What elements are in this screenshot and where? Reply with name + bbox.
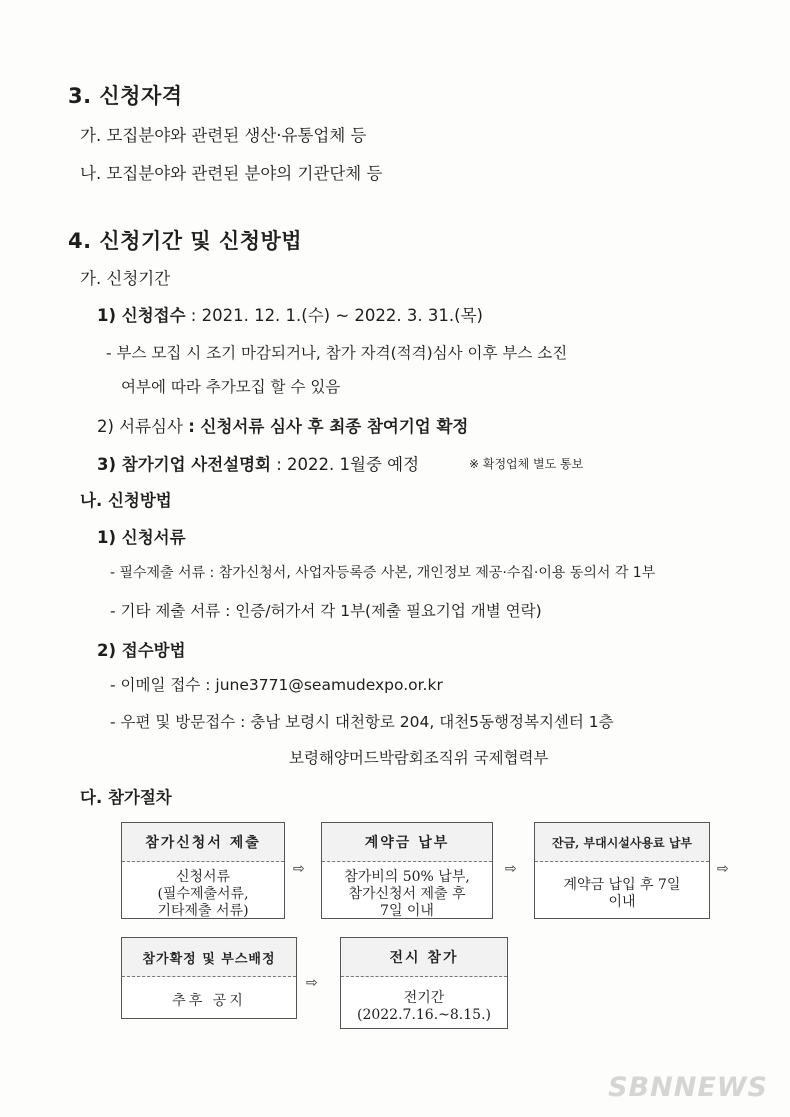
briefing-label: 3) 참가기업 사전설명회 <box>97 455 271 474</box>
application-period-value: : 2021. 12. 1.(수) ~ 2022. 3. 31.(목) <box>190 306 483 325</box>
documents-heading: 1) 신청서류 <box>97 528 186 547</box>
step-4-body: 추후 공지 <box>172 993 246 1009</box>
step-4-title: 참가확정 및 부스배정 <box>122 938 296 977</box>
email-label: - 이메일 접수 : <box>110 676 211 694</box>
watermark-logo: SBNNEWS <box>608 1072 768 1103</box>
step-1-body: 신청서류 (필수제출서류, 기타제출 서류) <box>157 868 249 919</box>
email-address[interactable]: june3771@seamudexpo.or.kr <box>215 676 443 694</box>
step-2-title: 계약금 납부 <box>322 823 492 862</box>
briefing-session <box>97 451 419 475</box>
section4-title: 4. 신청기간 및 신청방법 <box>68 229 303 253</box>
briefing-value: : 2022. 1월중 예정 <box>276 455 420 474</box>
step-3-body: 계약금 납입 후 7일 이내 <box>563 877 681 910</box>
post-submission-line2: 보령해양머드박람회조직위 국제협력부 <box>289 749 549 767</box>
section3-item-2: 나. 모집분야와 관련된 분야의 기관단체 등 <box>80 164 383 183</box>
submission-heading: 2) 접수방법 <box>97 641 186 660</box>
arrow-right-icon: ⇨ <box>293 861 305 877</box>
step-1-title: 참가신청서 제출 <box>122 823 284 862</box>
step-exhibition-box <box>340 937 508 1029</box>
email-submission <box>110 673 443 695</box>
arrow-right-icon: ⇨ <box>717 861 729 877</box>
step-balance-box <box>534 822 710 919</box>
procedure-heading: 다. 참가절차 <box>80 788 172 807</box>
other-documents: - 기타 제출 서류 : 인증/허가서 각 1부(제출 필요기업 개별 연락) <box>110 602 542 620</box>
arrow-right-icon: ⇨ <box>306 975 318 991</box>
step-2-body: 참가비의 50% 납부, 참가신청서 제출 후 7일 이내 <box>344 868 470 919</box>
step-deposit-box <box>321 822 493 919</box>
step-5-title: 전시 참가 <box>341 938 507 977</box>
document-review-label: 2) 서류심사 <box>97 417 183 436</box>
step-3-title: 잔금, 부대시설사용료 납부 <box>535 823 709 862</box>
required-documents: - 필수제출 서류 : 참가신청서, 사업자등록증 사본, 개인정보 제공·수집·이용 동의서 각 1부 <box>110 565 656 581</box>
post-submission-line1: - 우편 및 방문접수 : 충남 보령시 대천항로 204, 대천5동행정복지센터 1층 <box>110 713 614 731</box>
document-review <box>97 413 468 437</box>
period-note-line1: - 부스 모집 시 조기 마감되거나, 참가 자격(적격)심사 이후 부스 소진 <box>106 344 568 362</box>
section3-title: 3. 신청자격 <box>68 84 183 108</box>
briefing-note: ※ 확정업체 별도 통보 <box>469 457 584 471</box>
step-application-box <box>121 822 285 919</box>
step-5-body: 전기간 (2022.7.16.~8.15.) <box>357 989 491 1023</box>
application-period-label: 1) 신청접수 <box>97 306 186 325</box>
application-period <box>97 302 483 326</box>
period-note-line2: 여부에 따라 추가모집 할 수 있음 <box>121 378 341 396</box>
method-heading: 나. 신청방법 <box>80 491 172 510</box>
arrow-right-icon: ⇨ <box>505 861 517 877</box>
section3-item-1: 가. 모집분야와 관련된 생산·유통업체 등 <box>80 126 367 145</box>
step-confirmation-box <box>121 937 297 1019</box>
period-heading: 가. 신청기간 <box>80 269 171 288</box>
document-review-value: : 신청서류 심사 후 최종 참여기업 확정 <box>188 417 469 436</box>
